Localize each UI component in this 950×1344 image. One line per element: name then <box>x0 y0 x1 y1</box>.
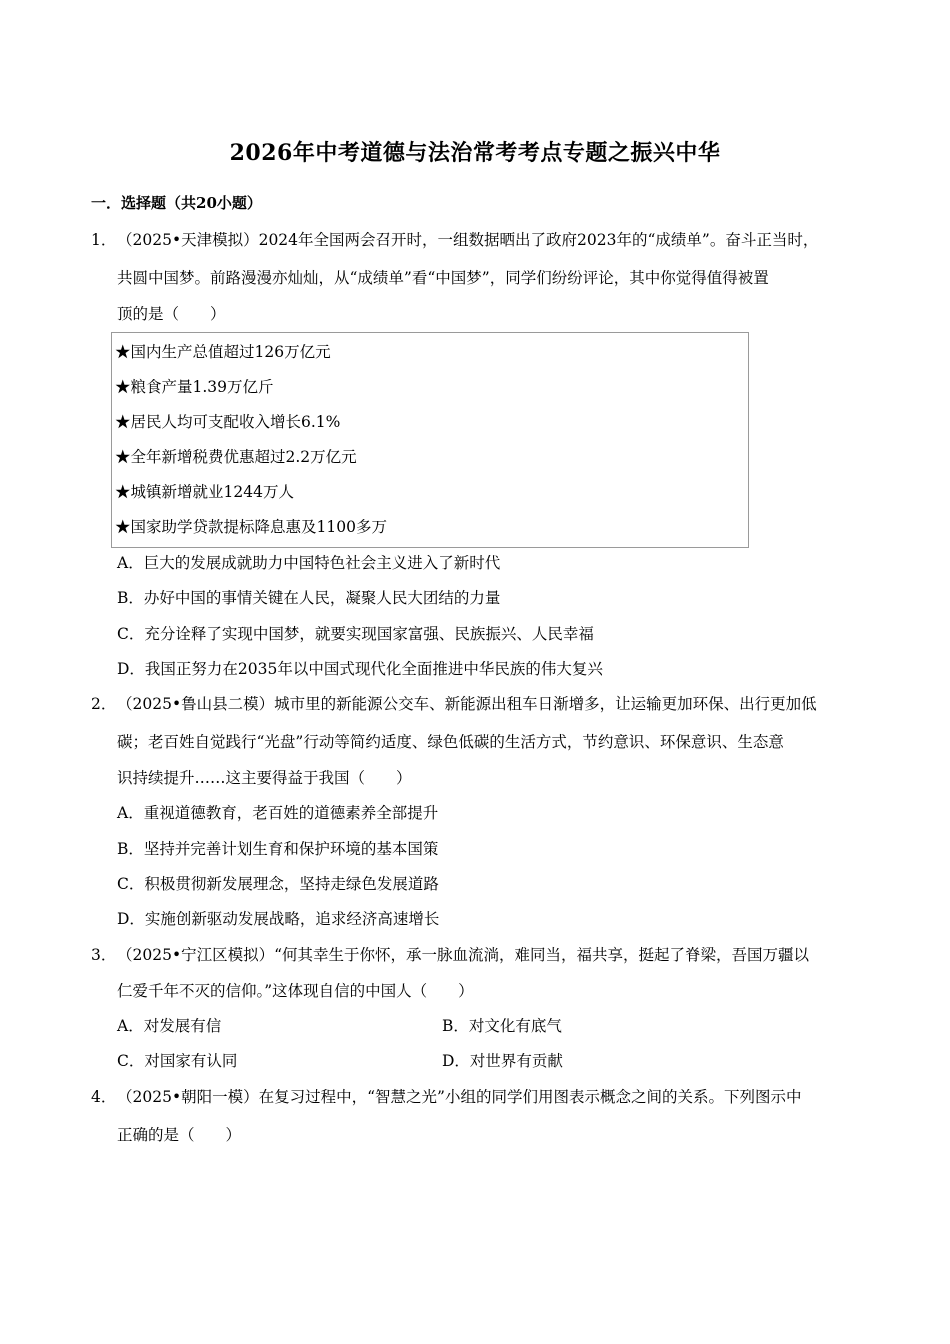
question-number: 3． <box>91 946 117 964</box>
data-item: ★国家助学贷款提标降息惠及1100多万 <box>115 518 387 536</box>
option-c: C．充分诠释了实现中国梦，就要实现国家富强、民族振兴、人民幸福 <box>117 625 594 643</box>
option-d: D．实施创新驱动发展战略，追求经济高速增长 <box>117 910 440 928</box>
option-a: A．对发展有信 <box>117 1017 222 1035</box>
option-c: C．积极贯彻新发展理念，坚持走绿色发展道路 <box>117 875 439 893</box>
question-stem-line: 识持续提升……这主要得益于我国（ ） <box>117 769 412 787</box>
question-stem-line: （2025•朝阳一模）在复习过程中，“智慧之光”小组的同学们用图表示概念之间的关系。下列图示中 <box>117 1088 802 1106</box>
data-item: ★居民人均可支配收入增长6.1% <box>115 413 341 431</box>
option-c: C．对国家有认同 <box>117 1052 238 1070</box>
option-b: B．办好中国的事情关键在人民，凝聚人民大团结的力量 <box>117 589 501 607</box>
section-heading: 一．选择题（共20小题） <box>91 194 262 212</box>
question-stem-line: 共圆中国梦。前路漫漫亦灿灿，从“成绩单”看“中国梦”，同学们纷纷评论，其中你觉得值得被置 <box>117 269 769 287</box>
question-stem-line: 仁爱千年不灭的信仰。”这体现自信的中国人（ ） <box>117 982 474 1000</box>
option-a: A．巨大的发展成就助力中国特色社会主义进入了新时代 <box>117 554 501 572</box>
question-stem-line: 碳；老百姓自觉践行“光盘”行动等简约适度、绿色低碳的生活方式，节约意识、环保意识、生态意 <box>117 733 784 751</box>
option-b: B．对文化有底气 <box>442 1017 562 1035</box>
question-stem-line: （2025•天津模拟）2024年全国两会召开时，一组数据晒出了政府2023年的“成绩单”。奋斗正当时， <box>117 231 819 249</box>
data-item: ★城镇新增就业1244万人 <box>115 483 294 501</box>
option-d: D．对世界有贡献 <box>442 1052 563 1070</box>
data-item: ★粮食产量1.39万亿斤 <box>115 378 274 396</box>
option-d: D．我国正努力在2035年以中国式现代化全面推进中华民族的伟大复兴 <box>117 660 603 678</box>
question-number: 4． <box>91 1088 117 1106</box>
data-box <box>111 332 749 548</box>
option-b: B．坚持并完善计划生育和保护环境的基本国策 <box>117 840 439 858</box>
option-a: A．重视道德教育，老百姓的道德素养全部提升 <box>117 804 439 822</box>
question-number: 2． <box>91 695 117 713</box>
data-item: ★国内生产总值超过126万亿元 <box>115 343 331 361</box>
question-stem-line: 顶的是（ ） <box>117 305 226 323</box>
question-stem-line: （2025•宁江区模拟）“何其幸生于你怀，承一脉血流淌，难同当，福共享，挺起了脊梁，吾国万疆以 <box>117 946 810 964</box>
question-stem-line: （2025•鲁山县二模）城市里的新能源公交车、新能源出租车日渐增多，让运输更加环保、出行更加低 <box>117 695 817 713</box>
question-number: 1． <box>91 231 117 249</box>
document-title: 2026年中考道德与法治常考考点专题之振兴中华 <box>229 140 721 166</box>
data-item: ★全年新增税费优惠超过2.2万亿元 <box>115 448 357 466</box>
question-stem-line: 正确的是（ ） <box>117 1126 242 1144</box>
